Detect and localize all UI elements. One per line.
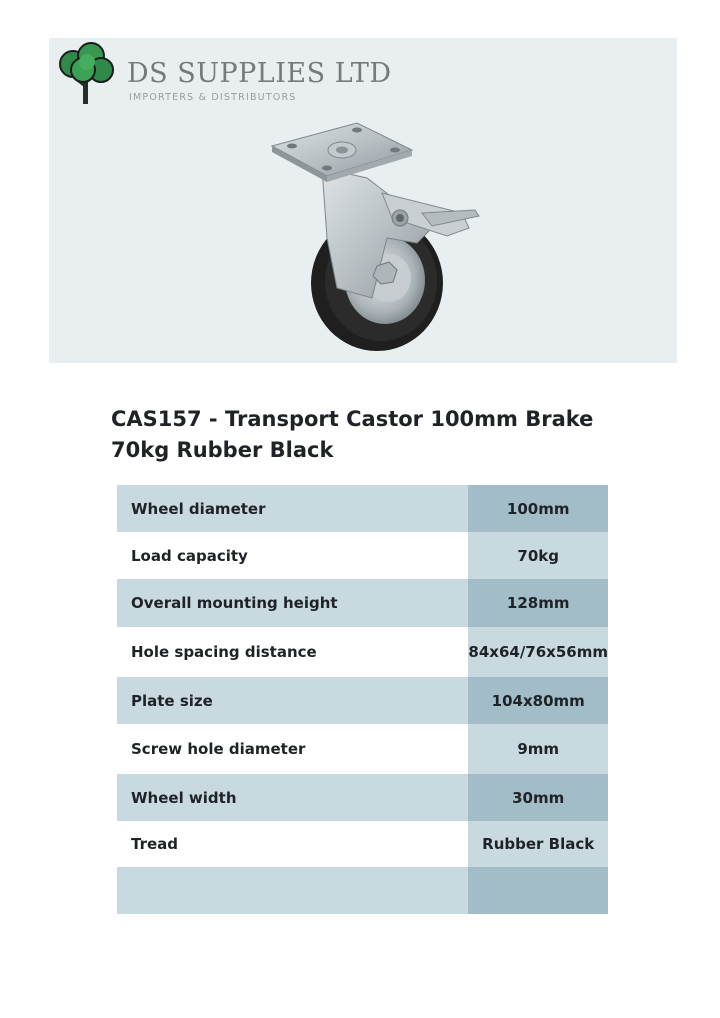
spec-row	[117, 532, 608, 579]
spec-label: Hole spacing distance	[117, 627, 468, 677]
spec-value: 30mm	[468, 774, 608, 821]
spec-value: 104x80mm	[468, 677, 608, 724]
spec-row	[117, 774, 608, 821]
spec-label: Wheel diameter	[117, 485, 468, 532]
spec-row	[117, 724, 608, 774]
spec-label: Overall mounting height	[117, 579, 468, 627]
spec-row	[117, 579, 608, 627]
brand-name: DS SUPPLIES LTD	[127, 58, 392, 89]
spec-value: 84x64/76x56mm	[468, 627, 608, 677]
spec-value	[468, 867, 608, 914]
spec-value: 70kg	[468, 532, 608, 579]
spec-label: Load capacity	[117, 532, 468, 579]
brand-tagline: IMPORTERS & DISTRIBUTORS	[129, 92, 297, 103]
spec-label: Tread	[117, 821, 468, 867]
product-hero	[49, 38, 677, 363]
spec-row-empty	[117, 867, 608, 914]
spec-label	[117, 867, 468, 914]
castor-wheel-image	[217, 118, 487, 358]
tree-icon	[57, 42, 115, 106]
spec-row	[117, 627, 608, 677]
spec-row	[117, 485, 608, 532]
spec-label: Plate size	[117, 677, 468, 724]
spec-label: Screw hole diameter	[117, 724, 468, 774]
spec-value: 100mm	[468, 485, 608, 532]
spec-value: 128mm	[468, 579, 608, 627]
spec-value: Rubber Black	[468, 821, 608, 867]
spec-label: Wheel width	[117, 774, 468, 821]
spec-value: 9mm	[468, 724, 608, 774]
product-title: CAS157 - Transport Castor 100mm Brake 70kg Rubber Black	[111, 407, 594, 462]
spec-row	[117, 677, 608, 724]
spec-row	[117, 821, 608, 867]
spec-table	[117, 485, 608, 914]
brand-logo	[57, 42, 397, 106]
